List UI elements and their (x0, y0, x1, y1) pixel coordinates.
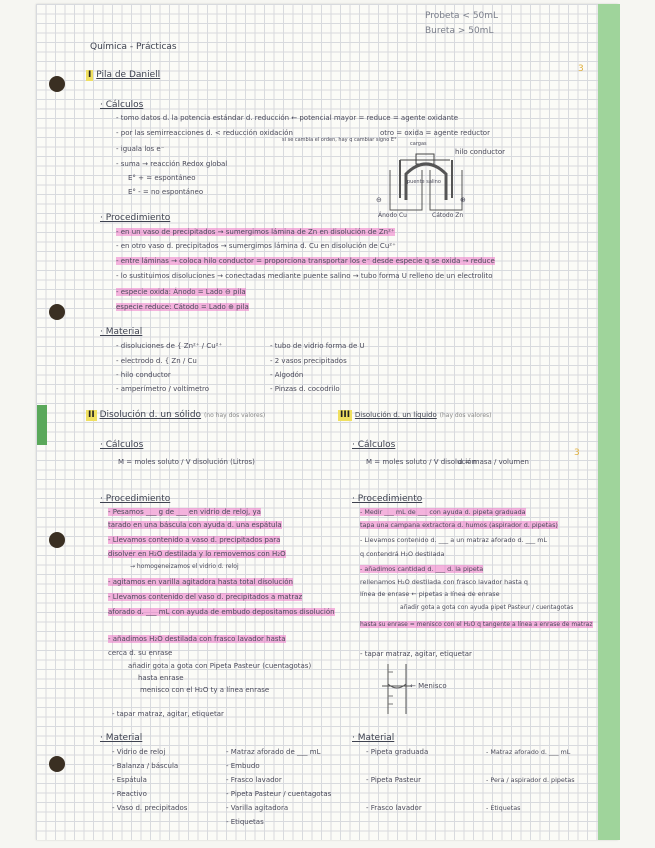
page-title: Química - Prácticas (90, 42, 177, 52)
section3-material-item: - Matraz aforado d. ___ mL (486, 748, 571, 756)
section2-material-item: - Etiquetas (226, 818, 264, 826)
section2-proc-line: - Pesamos ___ g de ___ en vidrio de reloj, ya (108, 508, 261, 516)
section3-formula-molarity: M = moles soluto / V disolución (366, 458, 476, 466)
binder-hole (49, 76, 65, 92)
section1-proc-line: - en un vaso de precipitados → sumergimos lámina de Zn en disolución de Zn²⁺ (116, 228, 395, 236)
section2-material-title: · Material (100, 733, 143, 743)
section1-proc-line: - especie oxida: Ánodo = Lado ⊖ pila (116, 288, 246, 296)
section1-proc-line: - entre láminas → coloca hilo conductor = proporciona transportar los e⁻ desde especie q se oxida → reduce (116, 257, 495, 265)
section1-heading (86, 70, 160, 81)
diagram-cathode-sign: ⊕ (460, 196, 466, 204)
section1-calc-line: - tomo datos d. la potencia estándar d. reducción ← potencial mayor = reduce = agente oxidante (116, 114, 459, 122)
page-mark: 3 (578, 64, 584, 74)
section3-number: III (340, 410, 351, 420)
section2-proc-line: - Llevamos contenido del vaso d. precipitados a matraz (108, 593, 303, 601)
section3-proc-line: - Medir ___ mL de ___ con ayuda d. pipeta graduada (360, 508, 526, 516)
corner-note-1: Probeta < 50mL (425, 11, 499, 21)
diagram-label-wire: hilo conductor (455, 148, 506, 156)
section2-proc-line: hasta enrase (138, 674, 184, 682)
meniscus-diagram (380, 664, 414, 716)
section1-proc-line: - en otro vaso d. precipitados → sumergimos lámina d. Cu en disolución de Cu²⁺ (116, 242, 396, 250)
section1-calc-right: otro = oxida = agente reductor (380, 129, 490, 137)
section1-proc-line: especie reduce: Cátodo = Lado ⊕ pila (116, 303, 249, 311)
section2-proc-line: aforado d. ___ mL con ayuda de embudo depositamos disolución (108, 608, 335, 616)
section3-proc-line: línea de enrase ← pipetas a línea de enrase (360, 590, 500, 598)
section2-formula: M = moles soluto / V disolución (Litros) (118, 458, 255, 466)
section3-formula-density: d = masa / volumen (458, 458, 529, 466)
section2-proc-line: - Llevamos contenido a vaso d. precipitados para (108, 536, 281, 544)
section3-proc-line: - añadimos cantidad d. ___ d. la pipeta (360, 565, 484, 573)
diagram-anode: Ánodo Cu (378, 212, 407, 219)
section2-proc-title: · Procedimiento (100, 494, 171, 504)
section1-proc-title: · Procedimiento (100, 213, 171, 223)
section2-proc-line: - agitamos en varilla agitadora hasta total disolución (108, 578, 293, 586)
section1-calc-line: E° + = espontáneo (128, 174, 196, 182)
section3-material-title: · Material (352, 733, 395, 743)
section1-material-item: - 2 vasos precipitados (270, 357, 347, 365)
section1-calc-line: E° - = no espontáneo (128, 188, 204, 196)
section1-material-item: - Algodón (270, 371, 304, 379)
section2-material-item: - Pipeta Pasteur / cuentagotas (226, 790, 332, 798)
section3-subtitle: (hay dos valores) (439, 412, 492, 419)
section3-material-item: - Etiquetas (486, 804, 521, 812)
section1-calc-title: · Cálculos (100, 100, 144, 110)
section3-proc-line: q contendrá H₂O destilada (360, 550, 445, 558)
section2-proc-line: - añadimos H₂O destilada con frasco lavador hasta (108, 635, 286, 643)
section1-calc-line: - suma → reacción Redox global (116, 160, 228, 168)
section1-material-item: - disoluciones de { Zn²⁺ / Cu²⁺ (116, 342, 223, 350)
section3-proc-line: añadir gota a gota con ayuda pipet Pasteur / cuentagotas (400, 604, 574, 611)
section2-material-item: - Reactivo (112, 790, 147, 798)
section3-proc-line: hasta su enrase = menisco con el H₂O q tangente a línea a enrase de matraz (360, 621, 593, 628)
binder-hole (49, 756, 65, 772)
section1-material-item: - hilo conductor (116, 371, 171, 379)
section1-calc-note: si se cambia el orden, hay q cambiar signo E° (282, 137, 397, 143)
section2-number: II (88, 410, 95, 420)
diagram-label-bridge: puente salino (407, 179, 441, 185)
diagram-anode-sign: ⊖ (376, 196, 382, 204)
section2-material-item: - Embudo (226, 762, 260, 770)
section1-title: Pila de Daniell (96, 70, 161, 80)
section3-heading (338, 410, 491, 421)
section2-title: Disolución d. un sólido (99, 410, 202, 420)
section2-proc-line: - tapar matraz, agitar, etiquetar (112, 710, 224, 718)
section1-material-item: - tubo de vidrio forma de U (270, 342, 365, 350)
section2-proc-line: disolver en H₂O destilada y lo removemos con H₂O (108, 550, 286, 558)
section2-proc-line: menisco con el H₂O ty a línea enrase (140, 686, 270, 694)
section2-material-item: - Balanza / báscula (112, 762, 179, 770)
section2-material-item: - Espátula (112, 776, 147, 784)
section1-material-item: - amperímetro / voltímetro (116, 385, 210, 393)
section2-heading (86, 410, 265, 421)
section1-calc-line: - iguala los e⁻ (116, 145, 165, 153)
section1-number: I (88, 70, 92, 80)
section2-calc-title: · Cálculos (100, 440, 144, 450)
section3-material-item: - Frasco lavador (366, 804, 422, 812)
section3-proc-line: tapa una campana extractora d. humos (aspirador d. pipetas) (360, 521, 558, 529)
section2-proc-line: añadir gota a gota con Pipeta Pasteur (cuentagotas) (128, 662, 312, 670)
section2-proc-line: cerca d. su enrase (108, 649, 173, 657)
section2-material-item: - Vidrio de reloj (112, 748, 166, 756)
section1-material-title: · Material (100, 327, 143, 337)
notebook-tab (37, 405, 47, 445)
meniscus-label: ← Menisco (410, 682, 447, 690)
section1-material-item: - Pinzas d. cocodrilo (270, 385, 340, 393)
section1-proc-line: - lo sustituimos disoluciones → conectadas mediante puente salino → tubo forma U relleno de un electrolito (116, 272, 493, 280)
section3-calc-title: · Cálculos (352, 440, 396, 450)
section1-calc-line: - por las semirreacciones d. < reducción oxidación (116, 129, 293, 137)
section2-material-item: - Frasco lavador (226, 776, 282, 784)
section3-proc-title: · Procedimiento (352, 494, 423, 504)
section3-material-item: - Pera / aspirador d. pipetas (486, 776, 575, 784)
section1-material-item: - electrodo d. { Zn / Cu (116, 357, 197, 365)
binder-hole (49, 304, 65, 320)
section2-material-item: - Vaso d. precipitados (112, 804, 188, 812)
section2-material-item: - Varilla agitadora (226, 804, 289, 812)
diagram-cathode: Cátodo Zn (432, 212, 464, 219)
section2-material-item: - Matraz aforado de ___ mL (226, 748, 321, 756)
binder-hole (49, 532, 65, 548)
diagram-label-top: cargas (410, 141, 427, 147)
page-mark-2: 3 (574, 448, 580, 458)
section3-proc-line: rellenamos H₂O destilada con frasco lavador hasta q (360, 578, 528, 586)
section3-proc-line: - tapar matraz, agitar, etiquetar (360, 650, 472, 658)
corner-note-2: Bureta > 50mL (425, 26, 494, 36)
section3-title: Disolución d. un líquido (354, 411, 437, 419)
section2-subtitle: (no hay dos valores) (203, 412, 266, 419)
section3-proc-line: - Llevamos contenido d. ___ a un matraz aforado d. ___ mL (360, 536, 548, 544)
section3-material-item: - Pipeta Pasteur (366, 776, 421, 784)
section3-material-item: - Pipeta graduada (366, 748, 429, 756)
section2-proc-line: → homogeneizamos el vidrio d. reloj (130, 563, 239, 570)
page-edge-strip (598, 4, 620, 840)
section2-proc-line: tarado en una báscula con ayuda d. una espátula (108, 521, 282, 529)
